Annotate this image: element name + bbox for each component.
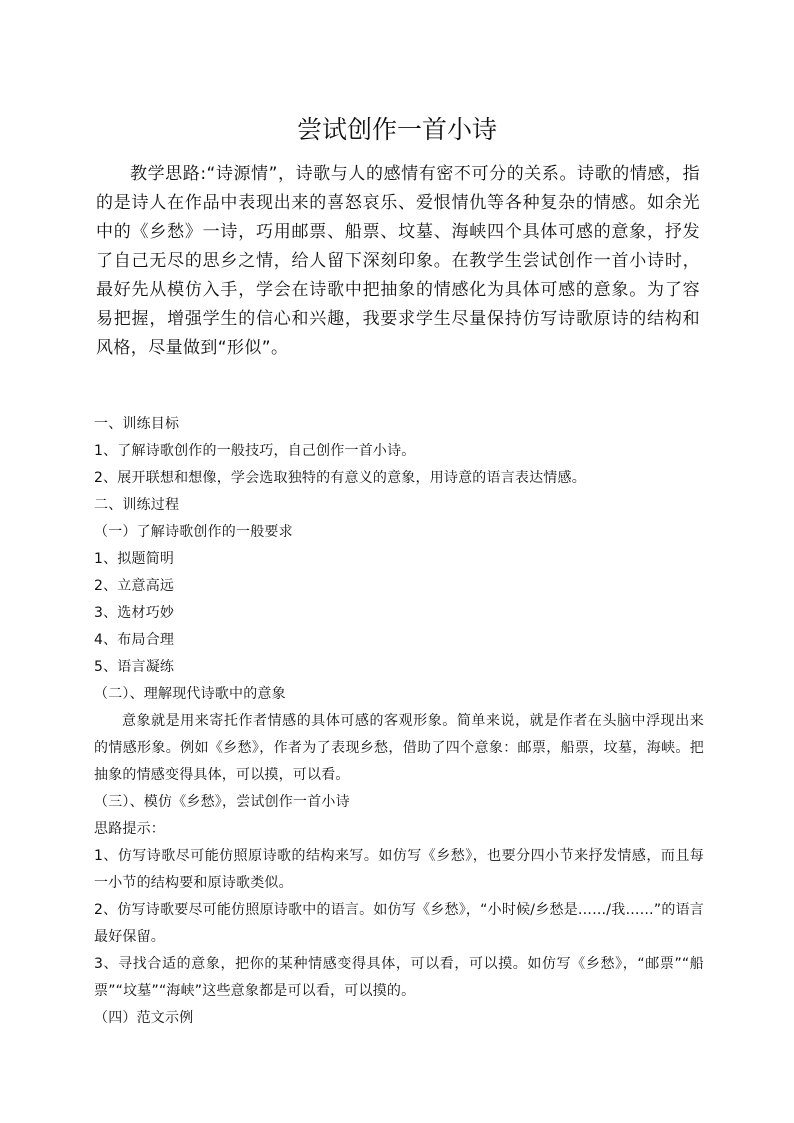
subsection-heading-requirements: （一）了解诗歌创作的一般要求: [94, 524, 293, 540]
subsection-heading-imagery: （二）、理解现代诗歌中的意象: [94, 686, 286, 702]
hint-label: 思路提示：: [94, 821, 165, 837]
hint-item: 2、仿写诗歌要尽可能仿照原诗歌中的语言。如仿写《乡愁》，“小时候/乡愁是……/我……”的语言最好保留。: [94, 902, 704, 945]
subsection-heading-imitation: （三）、模仿《乡愁》，尝试创作一首小诗: [94, 794, 350, 810]
intro-paragraph: 教学思路:“诗源情”，诗歌与人的感情有密不可分的关系。诗歌的情感，指的是诗人在作品中表现出来的喜怒哀乐、爱恨情仇等各种复杂的情感。如余光中的《乡愁》一诗，巧用邮票、船票、坟墓、海峡四个具体可感的意象，抒发了自己无尽的思乡之情，给人留下深刻印象。在教学生尝试创作一首小诗时，最好先从模仿入手，学会在诗歌中把抽象的情感化为具体可感的意象。为了容易把握，增强学生的信心和兴趣，我要求学生尽量保持仿写诗歌原诗的结构和风格，尽量做到“形似”。: [96, 164, 700, 358]
goal-item: 1、了解诗歌创作的一般技巧，自己创作一首小诗。: [94, 443, 416, 459]
section-heading-process: 二、训练过程: [94, 497, 180, 513]
section-heading-goals: 一、训练目标: [94, 416, 180, 432]
hint-item: 1、仿写诗歌尽可能仿照原诗歌的结构来写。如仿写《乡愁》，也要分四小节来抒发情感，而且每一小节的结构要和原诗歌类似。: [94, 848, 704, 891]
requirement-item: 3、选材巧妙: [94, 605, 175, 621]
requirement-item: 4、布局合理: [94, 632, 175, 648]
document-title: 尝试创作一首小诗: [296, 115, 497, 144]
document-body: [94, 411, 704, 1032]
hint-item: 3、寻找合适的意象，把你的某种情感变得具体，可以看，可以摸。如仿写《乡愁》，“邮票”“船票”“坟墓”“海峡”这些意象都是可以看，可以摸的。: [94, 956, 704, 999]
requirement-item: 2、立意高远: [94, 578, 175, 594]
subsection-heading-example: （四）范文示例: [94, 1010, 194, 1026]
imagery-paragraph: 意象就是用来寄托作者情感的具体可感的客观形象。简单来说，就是作者在头脑中浮现出来的情感形象。例如《乡愁》，作者为了表现乡愁，借助了四个意象：邮票，船票，坟墓，海峡。把抽象的情感变得具体，可以摸，可以看。: [94, 713, 704, 783]
goal-item: 2、展开联想和想像，学会选取独特的有意义的意象，用诗意的语言表达情感。: [94, 470, 586, 486]
requirement-item: 5、语言凝练: [94, 659, 175, 675]
requirement-item: 1、拟题简明: [94, 551, 175, 567]
